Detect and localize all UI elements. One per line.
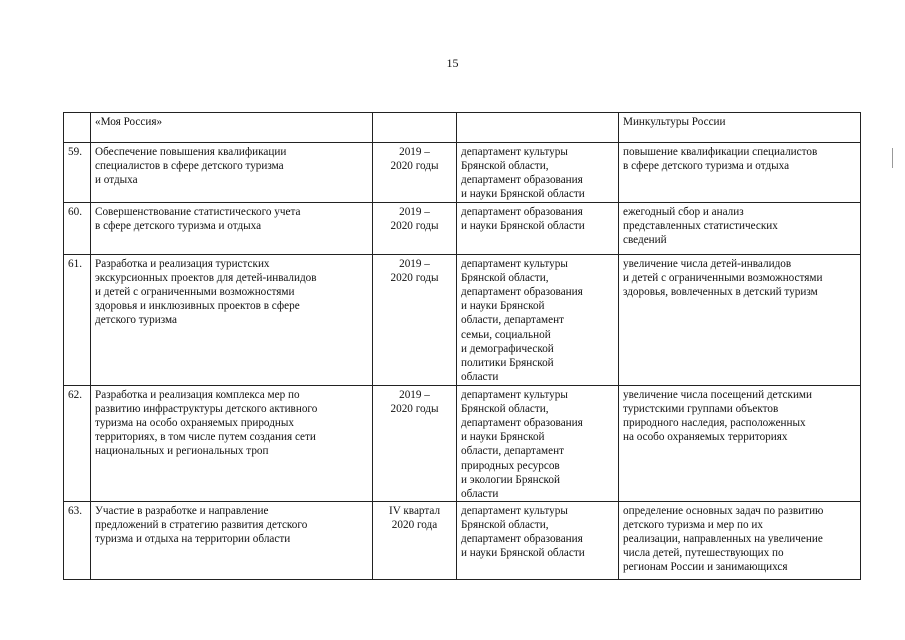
cell-result bbox=[619, 386, 861, 502]
text-line: департамент культуры bbox=[461, 505, 568, 517]
text-line: IV квартал bbox=[388, 505, 441, 517]
cell-result bbox=[619, 113, 861, 143]
text-line: Брянской области, bbox=[461, 272, 549, 285]
text-line: и отдыха bbox=[95, 174, 138, 187]
text-line: и науки Брянской bbox=[461, 431, 545, 444]
text-line: увеличение числа детей-инвалидов bbox=[623, 258, 792, 270]
text-line: Минкультуры России bbox=[623, 116, 726, 128]
text-line: 2020 годы bbox=[390, 160, 439, 173]
text-line: семьи, социальной bbox=[461, 328, 551, 341]
table-row bbox=[64, 502, 861, 580]
text-line: здоровья и инклюзивных проектов в сфере bbox=[95, 300, 300, 313]
text-line: Брянской области, bbox=[461, 403, 549, 416]
text-line: сведений bbox=[623, 234, 667, 247]
text-line: Обеспечение повышения квалификации bbox=[95, 146, 287, 158]
text-line: департамент образования bbox=[461, 206, 583, 218]
text-line: туризма и отдыха на территории области bbox=[95, 533, 291, 546]
text-line: национальных и региональных троп bbox=[95, 445, 269, 458]
text-line: и науки Брянской bbox=[461, 300, 545, 313]
text-line: и науки Брянской области bbox=[461, 220, 585, 233]
text-line: и детей с ограниченными возможностями bbox=[623, 272, 823, 285]
text-line: и науки Брянской области bbox=[461, 188, 585, 201]
text-line: департамент культуры bbox=[461, 146, 568, 158]
text-line: реализации, направленных на увеличение bbox=[623, 533, 823, 546]
cell-number bbox=[64, 113, 91, 143]
cell-period bbox=[373, 203, 457, 255]
text-line: развитию инфраструктуры детского активного bbox=[95, 403, 318, 416]
text-line: предложений в стратегию развития детского bbox=[95, 519, 308, 532]
text-line: ежегодный сбор и анализ bbox=[623, 206, 744, 218]
page-number: 15 bbox=[446, 56, 459, 70]
table-row bbox=[64, 143, 861, 203]
text-line: 2019 – bbox=[399, 146, 430, 158]
cell-result bbox=[619, 203, 861, 255]
text-line: Разработка и реализация туристских bbox=[95, 258, 270, 270]
text-line: 2019 – bbox=[399, 258, 430, 270]
cell-number: 61. bbox=[64, 255, 91, 386]
table-row-continuation bbox=[64, 113, 861, 143]
text-line: Разработка и реализация комплекса мер по bbox=[95, 389, 300, 401]
text-line: политики Брянской bbox=[461, 356, 554, 369]
text-line: 2020 года bbox=[391, 519, 438, 532]
cell-number: 59. bbox=[64, 143, 91, 203]
cell-executor bbox=[457, 386, 619, 502]
text-line: увеличение числа посещений детскими bbox=[623, 389, 813, 401]
text-line: регионам России и занимающихся bbox=[623, 561, 788, 574]
cell-result bbox=[619, 143, 861, 203]
text-line: здоровья, вовлеченных в детский туризм bbox=[623, 286, 818, 299]
text-line: и науки Брянской области bbox=[461, 547, 585, 560]
text-line: экскурсионных проектов для детей-инвалидов bbox=[95, 272, 317, 285]
text-line: департамент культуры bbox=[461, 258, 568, 270]
text-line: представленных статистических bbox=[623, 220, 778, 233]
text-line: туризма на особо охраняемых природных bbox=[95, 417, 294, 430]
text-line: Участие в разработке и направление bbox=[95, 505, 269, 517]
cell-period bbox=[373, 386, 457, 502]
text-line: области, департамент bbox=[461, 314, 564, 327]
text-line: 2019 – bbox=[399, 206, 430, 218]
text-line: Брянской области, bbox=[461, 160, 549, 173]
table-row bbox=[64, 203, 861, 255]
text-line: и экологии Брянской bbox=[461, 473, 560, 486]
text-line: природного наследия, расположенных bbox=[623, 417, 806, 430]
text-line: 2020 годы bbox=[390, 272, 439, 285]
cell-number: 63. bbox=[64, 502, 91, 580]
cell-activity bbox=[91, 113, 373, 143]
table-row bbox=[64, 386, 861, 502]
text-line: определение основных задач по развитию bbox=[623, 505, 824, 517]
text-line: на особо охраняемых территориях bbox=[623, 431, 788, 444]
cell-activity bbox=[91, 255, 373, 386]
text-line: туристскими группами объектов bbox=[623, 403, 779, 416]
cell-executor bbox=[457, 203, 619, 255]
cell-period bbox=[373, 113, 457, 143]
scan-artifact-mark bbox=[892, 148, 893, 168]
text-line: департамент образования bbox=[461, 286, 583, 299]
text-line: и детей с ограниченными возможностями bbox=[95, 286, 295, 299]
text-line: 2020 годы bbox=[390, 403, 439, 416]
text-line: департамент образования bbox=[461, 533, 583, 546]
cell-executor bbox=[457, 143, 619, 203]
text-line: Брянской области, bbox=[461, 519, 549, 532]
cell-executor bbox=[457, 113, 619, 143]
cell-period bbox=[373, 502, 457, 580]
text-line: департамент образования bbox=[461, 174, 583, 187]
cell-period bbox=[373, 255, 457, 386]
text-line: и демографической bbox=[461, 342, 554, 355]
text-line: территориях, в том числе путем создания сети bbox=[95, 431, 316, 444]
cell-executor bbox=[457, 255, 619, 386]
text-line: области bbox=[461, 370, 499, 383]
text-line: в сфере детского туризма и отдыха bbox=[623, 160, 790, 173]
cell-activity bbox=[91, 502, 373, 580]
text-line: департамент культуры bbox=[461, 389, 568, 401]
text-line: повышение квалификации специалистов bbox=[623, 146, 818, 158]
text-line: специалистов в сфере детского туризма bbox=[95, 160, 284, 173]
text-line: 2020 годы bbox=[390, 220, 439, 233]
text-line: области bbox=[461, 487, 499, 500]
text-line: «Моя Россия» bbox=[95, 116, 163, 128]
text-line: детского туризма bbox=[95, 314, 177, 327]
cell-activity bbox=[91, 143, 373, 203]
text-line: числа детей, путешествующих по bbox=[623, 547, 784, 560]
table-row bbox=[64, 255, 861, 386]
text-line: департамент образования bbox=[461, 417, 583, 430]
cell-activity bbox=[91, 203, 373, 255]
cell-number: 60. bbox=[64, 203, 91, 255]
cell-executor bbox=[457, 502, 619, 580]
cell-result bbox=[619, 502, 861, 580]
text-line: области, департамент bbox=[461, 445, 564, 458]
cell-activity bbox=[91, 386, 373, 502]
cell-period bbox=[373, 143, 457, 203]
text-line: Совершенствование статистического учета bbox=[95, 206, 301, 218]
text-line: в сфере детского туризма и отдыха bbox=[95, 220, 262, 233]
activities-table bbox=[63, 112, 861, 580]
cell-number: 62. bbox=[64, 386, 91, 502]
text-line: детского туризма и мер по их bbox=[623, 519, 763, 532]
text-line: природных ресурсов bbox=[461, 459, 560, 472]
text-line: 2019 – bbox=[399, 389, 430, 401]
cell-result bbox=[619, 255, 861, 386]
